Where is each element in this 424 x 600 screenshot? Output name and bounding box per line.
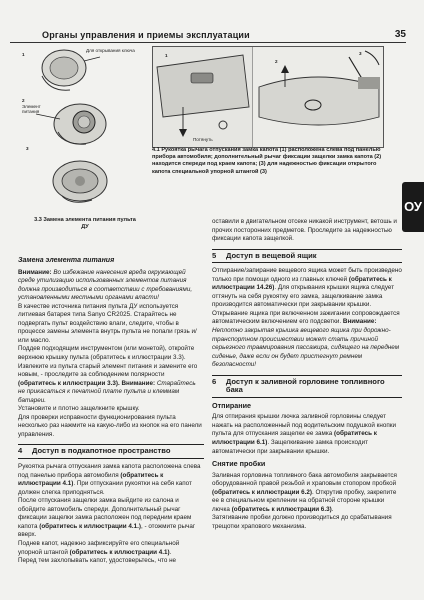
fob-closed-drawing <box>53 161 107 202</box>
label-to-open: Для открывания ключа <box>86 48 135 53</box>
paragraph-install-cover: Установите и плотно защелкните крышку. <box>18 405 140 413</box>
glovebox-text: Отпирание/запирание вещевого ящика может быть произведено только при помощи одного из главных ключей <box>212 267 402 283</box>
fuel-door-ref: (обратитесь к иллюстрации 6.1) <box>212 430 377 447</box>
paragraph-hood-lever <box>18 463 204 497</box>
prop-ref: (обратитесь к иллюстрации 4.1) <box>69 548 170 556</box>
section-5-title: Доступ в вещевой ящик <box>226 250 317 260</box>
label-step-3: 3 <box>26 146 29 151</box>
section-4-number: 4 <box>18 446 23 456</box>
section-6-title: Доступ к заливной горловине топливного бака <box>225 376 385 395</box>
paragraph-prop-rod <box>18 540 204 557</box>
page-number: 35 <box>394 29 406 40</box>
caption-figure-3-3: 3.3 Замена элемента питания пульта ДУ <box>34 217 136 231</box>
figure-3-3 <box>22 46 142 208</box>
section-6-number: 6 <box>212 376 217 386</box>
hood-label-3: 3 <box>359 51 362 56</box>
prop-text: Поднев капот, надежно зафиксируйте его специальной упорной штангой <box>18 539 180 556</box>
paragraph-check-operation: Для проверки исправности функционирования пульта несколько раз нажмите на какую-либо из кнопок на его панели управления. <box>18 413 202 438</box>
left-column <box>18 255 204 566</box>
caption-figure-4-1: 4.1 Рукоятка рычага отпускания замка капота (1) расположена слева под панелью прибора автомобиля; дополнительный рычаг фиксации защелки замка капота (2) находится спереди под краем капота; (3) для надежностью фиксации открытого капота специальной упорной штангой (3) <box>152 147 382 175</box>
paragraph-tighten-cap: Затягивание пробки должно производиться до срабатывания трещотки храпового механизма. <box>212 514 392 530</box>
subheading-unlocking: Отпирание <box>212 400 252 410</box>
glovebox-ref: (обратитесь к иллюстрации 14.26) <box>212 275 392 292</box>
label-step-2: 2 <box>22 98 25 103</box>
hood-lever-text-end: . При отпускании рукоятки на себя капот должен слегка приподняться. <box>18 480 192 496</box>
figure-4-1 <box>152 46 384 148</box>
hood-lever-text: Рукоятка рычага отпускания замка капота расположена слева под панелью прибора автомобиля <box>18 463 201 479</box>
hood-front-drawing <box>253 47 383 147</box>
warning-text: Во избежание нанесения вреда окружающей среде утилизацию использованных элементов питания должна производиться в соответствии с требованиями, установленными местными органами власти! <box>18 268 193 302</box>
fuel-cap-text-mid: . Открутив пробку, закрепите ее в специальном креплении на обратной стороне крышки лючка <box>212 488 397 513</box>
hood-label-2: 2 <box>275 59 278 64</box>
label-pull: Потянуть <box>193 137 213 142</box>
section-tab: ОУ <box>402 182 424 232</box>
replace-ref: (обратитесь к иллюстрации 3.3) <box>18 379 118 387</box>
paragraph-open-cover: Поддев подходящим инструментом (или монетой), откройте верхнюю крышку пульта (обратитесь к иллюстрации 3.3). <box>18 345 195 362</box>
fuel-cap-text: Заливная горловина топливного бака автомобиля закрывается оборудованной правой резьбой и храповым стопором пробкой <box>212 471 397 488</box>
section-4-title: Доступ в подкапотное пространство <box>32 446 171 456</box>
paragraph-glovebox <box>212 267 402 370</box>
section-4-heading <box>18 444 204 459</box>
glovebox-text-mid: . Для открывания крышки ящика следует оттянуть на себя рукоятку его замка, защелкивание замка производится автоматически при закрывании крышки. Открывание ящика при включенном зажигании сопровождается автоматическим включением его подсветки. <box>212 284 400 326</box>
paragraph-replace-element <box>18 363 204 406</box>
replace-text: Извлеките из пульта старый элемент питания и замените его новым, - проследите за соблюдением полярности <box>18 362 198 379</box>
header-rule <box>10 42 406 43</box>
hood-label-1: 1 <box>165 53 168 58</box>
replace-warning-text: Старайтесь не прикасаться к печатной плате пульта и клеммам батареи. <box>18 379 196 404</box>
prop-text-end: . <box>169 548 172 556</box>
running-title: Органы управления и приемы эксплуатации <box>42 30 250 40</box>
hood-release-lever-drawing <box>153 47 253 147</box>
paragraph-before-closing: Перед тем захлопывать капот, удостоверьтесь, что не <box>18 557 177 565</box>
label-battery-element: Элемент питания <box>22 104 41 114</box>
page-header <box>10 29 406 43</box>
hood-release-illustration <box>153 47 383 147</box>
paragraph-battery-type: В качестве источника питания пульта ДУ используется литиевая батарея типа Sanyo CR2025. Старайтесь не подвергать пульт воздействию влаги, следите, чтобы в процессе замены элемента внутрь пульта не попали грязь и/или масло. <box>18 302 197 344</box>
glovebox-warning-text: Неплотно закрытая крышка вещевого ящика при дорожно-транспортном происшествии может стать причиной серьезного травмирования пассажира, сидящего на переднем сиденье, даже если он будет пристегнут ремнем безопасности! <box>212 327 400 369</box>
latch-text: После отпускания защелки замка выйдите из салона и обойдите автомобиль спереди. Дополнительный рычаг фиксации защелки замка расположен под передним краем капота <box>18 497 192 530</box>
subheading-battery-replacement: Замена элемента питания <box>18 257 115 264</box>
fuel-cap-ref-1: (обратитесь к иллюстрации 6.2) <box>212 488 312 496</box>
latch-text-end: , - отожмите рычаг вверх. <box>18 522 196 539</box>
section-6-heading <box>212 375 402 398</box>
fuel-cap-ref-2: (обратитесь к иллюстрации 6.3) <box>231 505 332 513</box>
right-column <box>212 218 402 532</box>
hood-lever-ref: (обратитесь к иллюстрации 4.1) <box>18 471 164 488</box>
fuel-door-text: Для отпирания крышки лючка заливной горловины следует нажать на расположенный под водительским подушкой кнопки пульта для отпускания защелки ее замка <box>212 413 397 438</box>
key-fob-illustration <box>22 46 142 208</box>
label-step-1: 1 <box>22 52 25 57</box>
latch-ref: (обратитесь к иллюстрации 4.1.) <box>39 522 141 530</box>
section-5-heading <box>212 249 402 264</box>
paragraph-fuel-cap <box>212 472 402 515</box>
glovebox-warning-label: Внимание: <box>342 318 377 326</box>
replace-warning-label: . Внимание: <box>117 379 157 387</box>
paragraph-secondary-latch <box>18 497 204 540</box>
paragraph-fuel-door <box>212 413 402 456</box>
fob-open-drawing <box>42 50 100 90</box>
paragraph-check-engine-bay: оставили в двигательном отсеке никакой инструмент, ветошь и прочих посторонних предметов. Проследите за надежностью фиксации капота защелкой. <box>212 218 397 243</box>
warning-label: Внимание: <box>18 268 52 276</box>
fuel-door-text-end: . Защелкивание замка происходит автоматически при закрывании крышки. <box>212 439 368 455</box>
paragraph-warning-disposal <box>18 269 204 303</box>
subheading-cap-removal: Снятие пробки <box>212 459 266 469</box>
fuel-cap-text-end: . <box>331 505 334 513</box>
section-5-number: 5 <box>212 250 217 260</box>
